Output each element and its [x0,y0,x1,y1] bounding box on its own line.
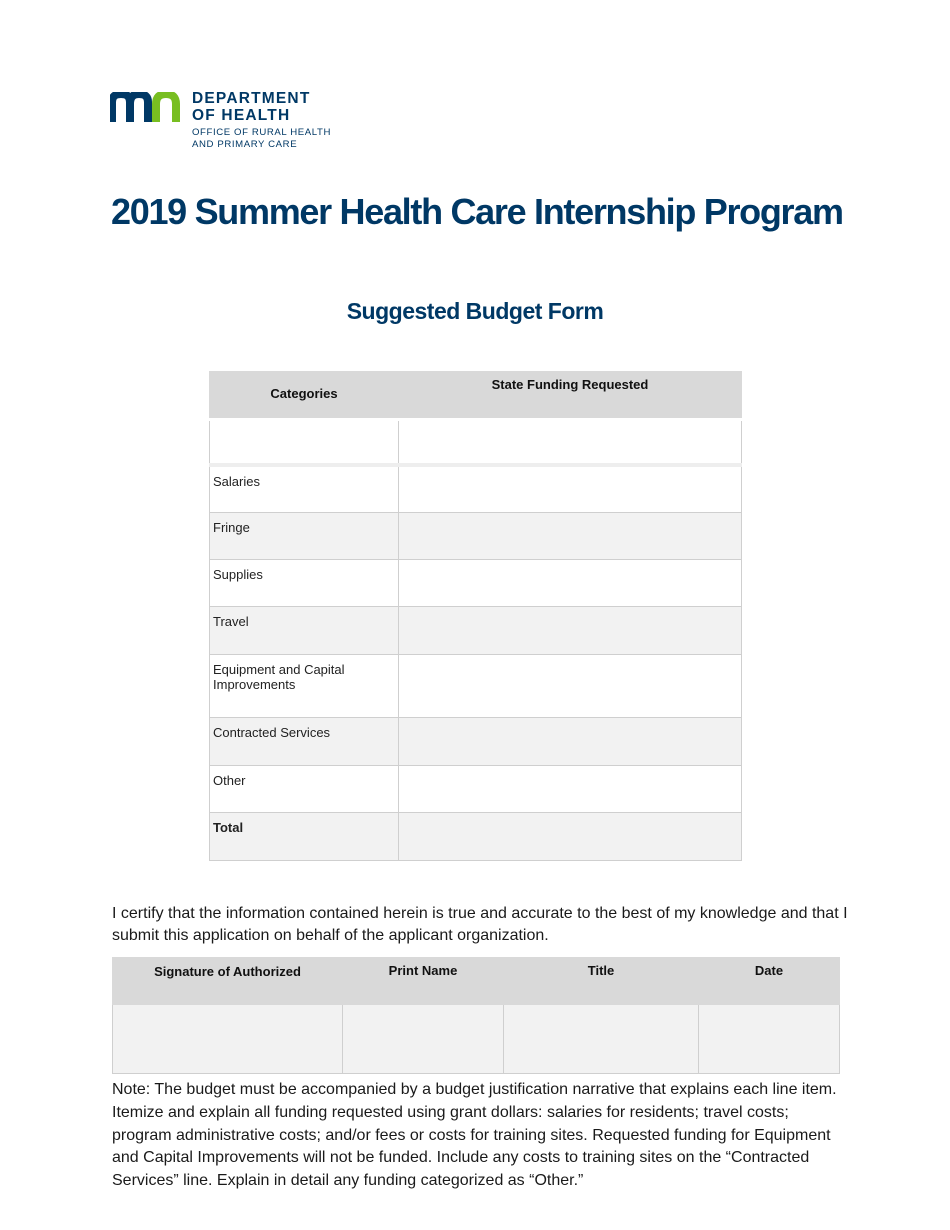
dept-line-1: DEPARTMENT [192,90,311,107]
office-name [192,127,331,151]
table-row [210,655,742,718]
print-name-field[interactable] [343,1005,504,1074]
title-header: Title [504,958,699,1005]
amount-input-travel[interactable] [399,607,742,655]
office-line-2: AND PRIMARY CARE [192,139,298,150]
signature-table [112,957,840,1074]
category-fringe: Fringe [210,513,399,560]
budget-header-row [210,372,742,420]
amount-input-equipment[interactable] [399,655,742,718]
amount-input-cell[interactable] [399,420,742,465]
table-row [210,607,742,655]
office-line-1: OFFICE OF RURAL HEALTH [192,127,331,138]
table-row [210,766,742,813]
mn-logo-mark-icon [110,92,182,124]
table-row [210,718,742,766]
budget-note: Note: The budget must be accompanied by a budget justification narrative that explains each line item. Itemize and explain all funding requested using grant dollars: salaries for residents; travel costs; program administrative costs; and/or fees or costs for training sites. Requested funding for Equipment and Capital Improvements will not be funded. Include any costs to training sites on the “Contracted Services” line. Explain in detail any funding categorized as “Other.” [112,1081,837,1190]
signature-input-row [113,1005,840,1074]
table-row [210,420,742,465]
page-title: 2019 Summer Health Care Internship Program [111,191,843,232]
certification-text: I certify that the information contained herein is true and accurate to the best of my knowledge and that I submit this application on behalf of the applicant organization. [112,905,848,944]
categories-header: Categories [210,372,399,420]
table-row [210,513,742,560]
department-name [192,90,311,124]
dept-line-2: OF HEALTH [192,107,291,124]
amount-input-salaries[interactable] [399,465,742,513]
signature-field[interactable] [113,1005,343,1074]
table-row [210,465,742,513]
signature-header-row [113,958,840,1005]
category-equipment: Equipment and Capital Improvements [210,655,399,718]
amount-input-total[interactable] [399,813,742,861]
category-cell [210,420,399,465]
amount-input-other[interactable] [399,766,742,813]
budget-table [209,371,742,861]
category-salaries: Salaries [210,465,399,513]
category-supplies: Supplies [210,560,399,607]
mdh-logo [110,84,345,160]
category-contracted: Contracted Services [210,718,399,766]
category-total: Total [210,813,399,861]
print-name-header: Print Name [343,958,504,1005]
amount-input-fringe[interactable] [399,513,742,560]
amount-input-contracted[interactable] [399,718,742,766]
signature-header: Signature of Authorized [113,958,343,1005]
table-row [210,560,742,607]
title-field[interactable] [504,1005,699,1074]
date-header: Date [699,958,840,1005]
table-row [210,813,742,861]
category-travel: Travel [210,607,399,655]
category-other: Other [210,766,399,813]
form-subtitle: Suggested Budget Form [346,298,604,324]
amount-input-supplies[interactable] [399,560,742,607]
date-field[interactable] [699,1005,840,1074]
state-funding-header: State Funding Requested [399,372,742,420]
